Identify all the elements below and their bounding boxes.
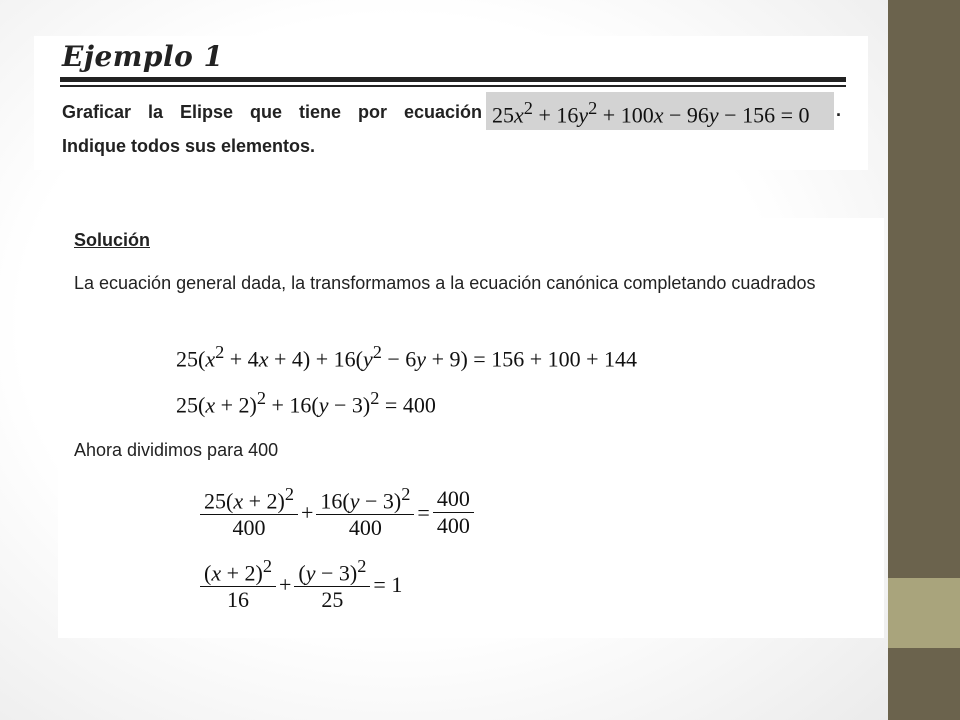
problem-statement: Graficar la Elipse que tiene por ecuación [62, 102, 482, 122]
decorative-band-accent [888, 578, 960, 648]
step-completing-squares: $25(x^2 + 4x + 4) + 16(y^2 - 6y + 9) = 156 + 100 + 144$ [176, 342, 638, 372]
given-equation: $25x^2 + 16y^2 + 100x - 96y - 156 = 0$ [492, 98, 810, 128]
fraction-x-canonical: $\frac{(x + 2)^2}{16}$ [200, 556, 276, 613]
decorative-band-bottom [888, 648, 960, 720]
example-title: Ejemplo 1 [62, 40, 224, 73]
solution-paragraph: La ecuación general dada, la transformamos a la ecuación canónica completando cuadrados [74, 273, 816, 293]
step-divided: $\frac{25(x + 2)^2}{400}$ + $\frac{16(y - 3)^2}{400}$ = $\frac{400}{400}$ [200, 484, 474, 541]
step-factored: $25(x + 2)^2 + 16(y - 3)^2 = 400$ [176, 388, 436, 418]
equation-period: . [836, 100, 842, 120]
canonical-equation: $\frac{(x + 2)^2}{16}$ + $\frac{(y - 3)^2}{25}$ = 1 [200, 556, 405, 613]
problem-instruction: Indique todos sus elementos. [62, 136, 316, 156]
fraction-rhs: $\frac{400}{400}$ [433, 486, 474, 539]
solution-heading: Solución [74, 230, 150, 250]
title-rule-thick [60, 77, 846, 82]
fraction-y-term: $\frac{16(y - 3)^2}{400}$ [316, 484, 414, 541]
divide-instruction: Ahora dividimos para 400 [74, 440, 279, 460]
fraction-y-canonical: $\frac{(y - 3)^2}{25}$ [294, 556, 370, 613]
title-rule-thin [60, 85, 846, 87]
fraction-x-term: $\frac{25(x + 2)^2}{400}$ [200, 484, 298, 541]
decorative-band-top [888, 0, 960, 578]
